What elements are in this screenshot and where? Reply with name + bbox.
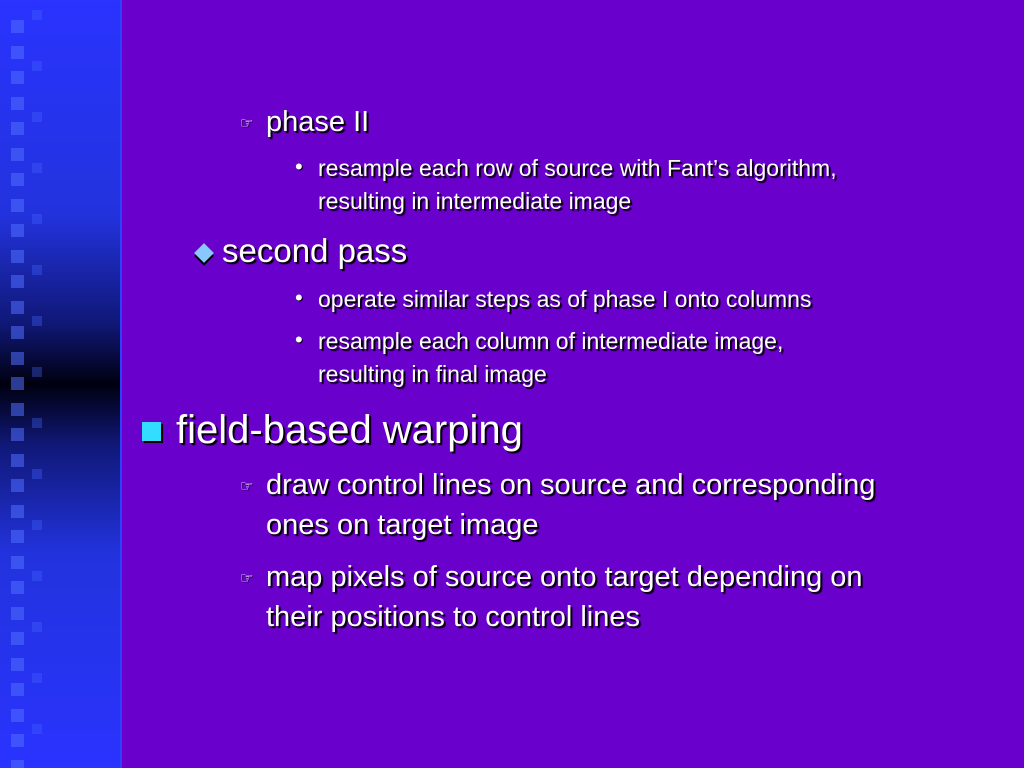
bullet-text: second pass bbox=[222, 232, 408, 269]
bullet-dot-icon: • bbox=[295, 327, 303, 352]
square-bullet-icon bbox=[142, 422, 161, 441]
bullet-text: map pixels of source onto target depending on bbox=[266, 561, 863, 593]
bullet-text: field-based warping bbox=[176, 408, 523, 452]
bullet-text: resample each row of source with Fant’s algorithm, bbox=[318, 155, 837, 181]
bullet-dot-icon: • bbox=[295, 154, 303, 179]
diamond-icon bbox=[194, 243, 214, 263]
bullet-text-continuation: resulting in intermediate image bbox=[318, 188, 632, 214]
pointing-hand-icon: ☞ bbox=[240, 478, 254, 495]
pointing-hand-icon: ☞ bbox=[240, 115, 254, 132]
bullet-text: resample each column of intermediate image, bbox=[318, 328, 784, 354]
bullet-text-continuation: ones on target image bbox=[266, 509, 539, 541]
bullet-text: draw control lines on source and corresponding bbox=[266, 469, 876, 501]
bullet-text-continuation: resulting in final image bbox=[318, 361, 547, 387]
pointing-hand-icon: ☞ bbox=[240, 570, 254, 587]
bullet-text: phase II bbox=[266, 106, 370, 138]
bullet-dot-icon: • bbox=[295, 285, 303, 310]
bullet-text: operate similar steps as of phase I onto columns bbox=[318, 286, 812, 312]
bullet-text-continuation: their positions to control lines bbox=[266, 601, 640, 633]
